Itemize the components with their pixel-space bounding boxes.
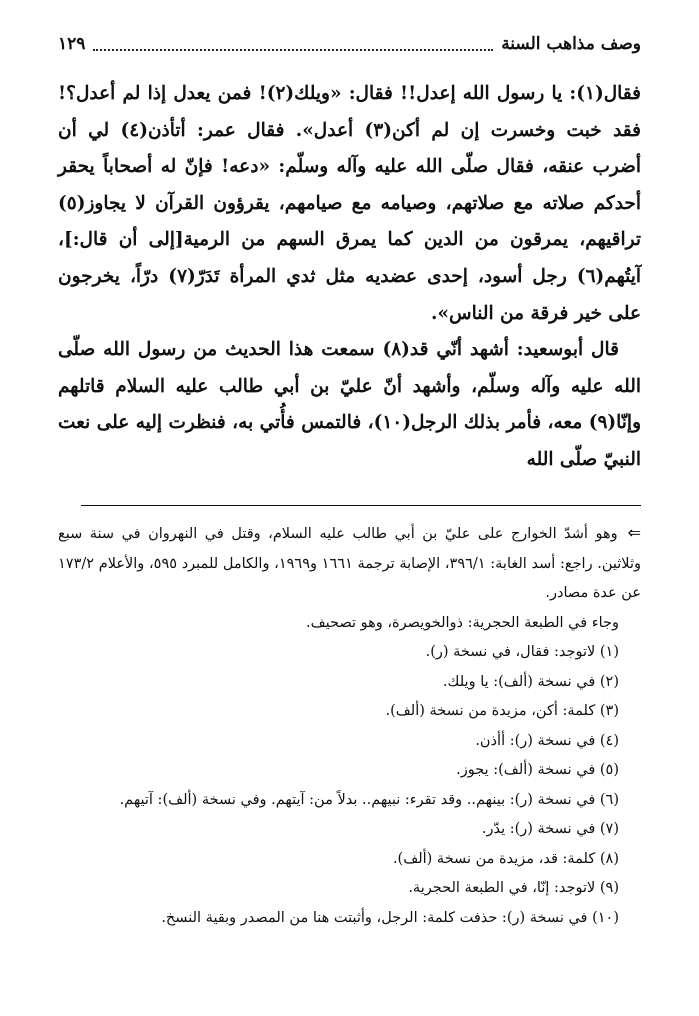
paragraph-abu-said: قال أبوسعيد: أشهد أنّي قد(٨) سمعت هذا الحديث من رسول الله صلّى الله عليه وآله وسلّم، وأشهد أنّ عليّ بن أبي طالب عليه السلام قاتلهم وإنّا(٩) معه، فأمر بذلك الرجل(١٠)، فالتمس فأُتي به، فنظرت إليه على نعت النبيّ صلّى الله (58, 339, 642, 470)
footnote-list (58, 638, 641, 933)
running-header (58, 28, 641, 54)
continuation-arrow-icon: ⇐ (627, 523, 641, 542)
main-text (58, 76, 641, 479)
footnote-item: (١) لاتوجد: فقال، في نسخة (ر). (425, 644, 619, 660)
footnote-item: (٤) في نسخة (ر): أأذن. (475, 732, 619, 749)
footnote-continuation-text: وهو أشدّ الخوارج على عليّ بن أبي طالب عليه السلام، وقتل في النهروان في سنة سبع وثلاثين. راجع: أسد الغابة: ٣٩٦/١، الإصابة ترجمة ١٦٦١ و١٩٦٩، والكامل للمبرد ٥٩٥، والأعلام ١٧٣/٢ عن عدة مصادر. (58, 526, 641, 601)
footnote-item: (١٠) في نسخة (ر): حذفت كلمة: الرجل، وأثبتت هنا من المصدر وبقية النسخ. (161, 909, 619, 926)
footnote-item: (٥) في نسخة (ألف): يجوز. (456, 762, 619, 778)
footnote-item: (٣) كلمة: أكن، مزيدة من نسخة (ألف). (385, 703, 619, 719)
footnote-item: (٢) في نسخة (ألف): يا ويلك. (442, 673, 619, 690)
footnote-note-line: وجاء في الطبعة الحجرية: ذوالخويصرة، وهو تصحيف. (306, 614, 619, 631)
footnote-item: (٦) في نسخة (ر): بينهم.. وقد تقرء: نبيهم.. بدلاً من: آيتهم. وفي نسخة (ألف): آتيهم. (119, 791, 619, 808)
footnotes (58, 518, 641, 933)
footnote-item: (٨) كلمة: قد، مزيدة من نسخة (ألف). (392, 850, 619, 867)
paragraph-hadith: فقال(١): يا رسول الله إعدل!! فقال: «ويلك(٢)! فمن يعدل إذا لم أعدل؟! فقد خبت وخسرت إن لم أكن(٣) أعدل». فقال عمر: أتأذن(٤) لي أن أضرب عنقه، فقال صلّى الله عليه وآله وسلّم: «دعه! فإنّ له أصحاباً يحقر أحدكم صلاته مع صلاتهم، وصيامه مع صيامهم، يقرؤون القرآن لا يجاوز(٥) تراقيهم، يمرقون من الدين كما يمرق السهم من الرمية[إلى أن قال:]، آيتُهم(٦) رجل أسود، إحدى عضديه مثل ثدي المرأة تَدَرّ(٧) درّاً، يخرجون على خير فرقة من الناس». (58, 83, 642, 324)
footnote-separator (81, 505, 641, 506)
chapter-title: وصف مذاهب السنة (501, 34, 641, 54)
header-dot-leader (93, 48, 493, 51)
footnote-continuation (58, 518, 641, 609)
page-number: ١٢٩ (58, 34, 86, 54)
footnote-item: (٩) لاتوجد: إنّا، في الطبعة الحجرية. (408, 880, 619, 896)
footnote-item: (٧) في نسخة (ر): يدّر. (481, 821, 619, 837)
